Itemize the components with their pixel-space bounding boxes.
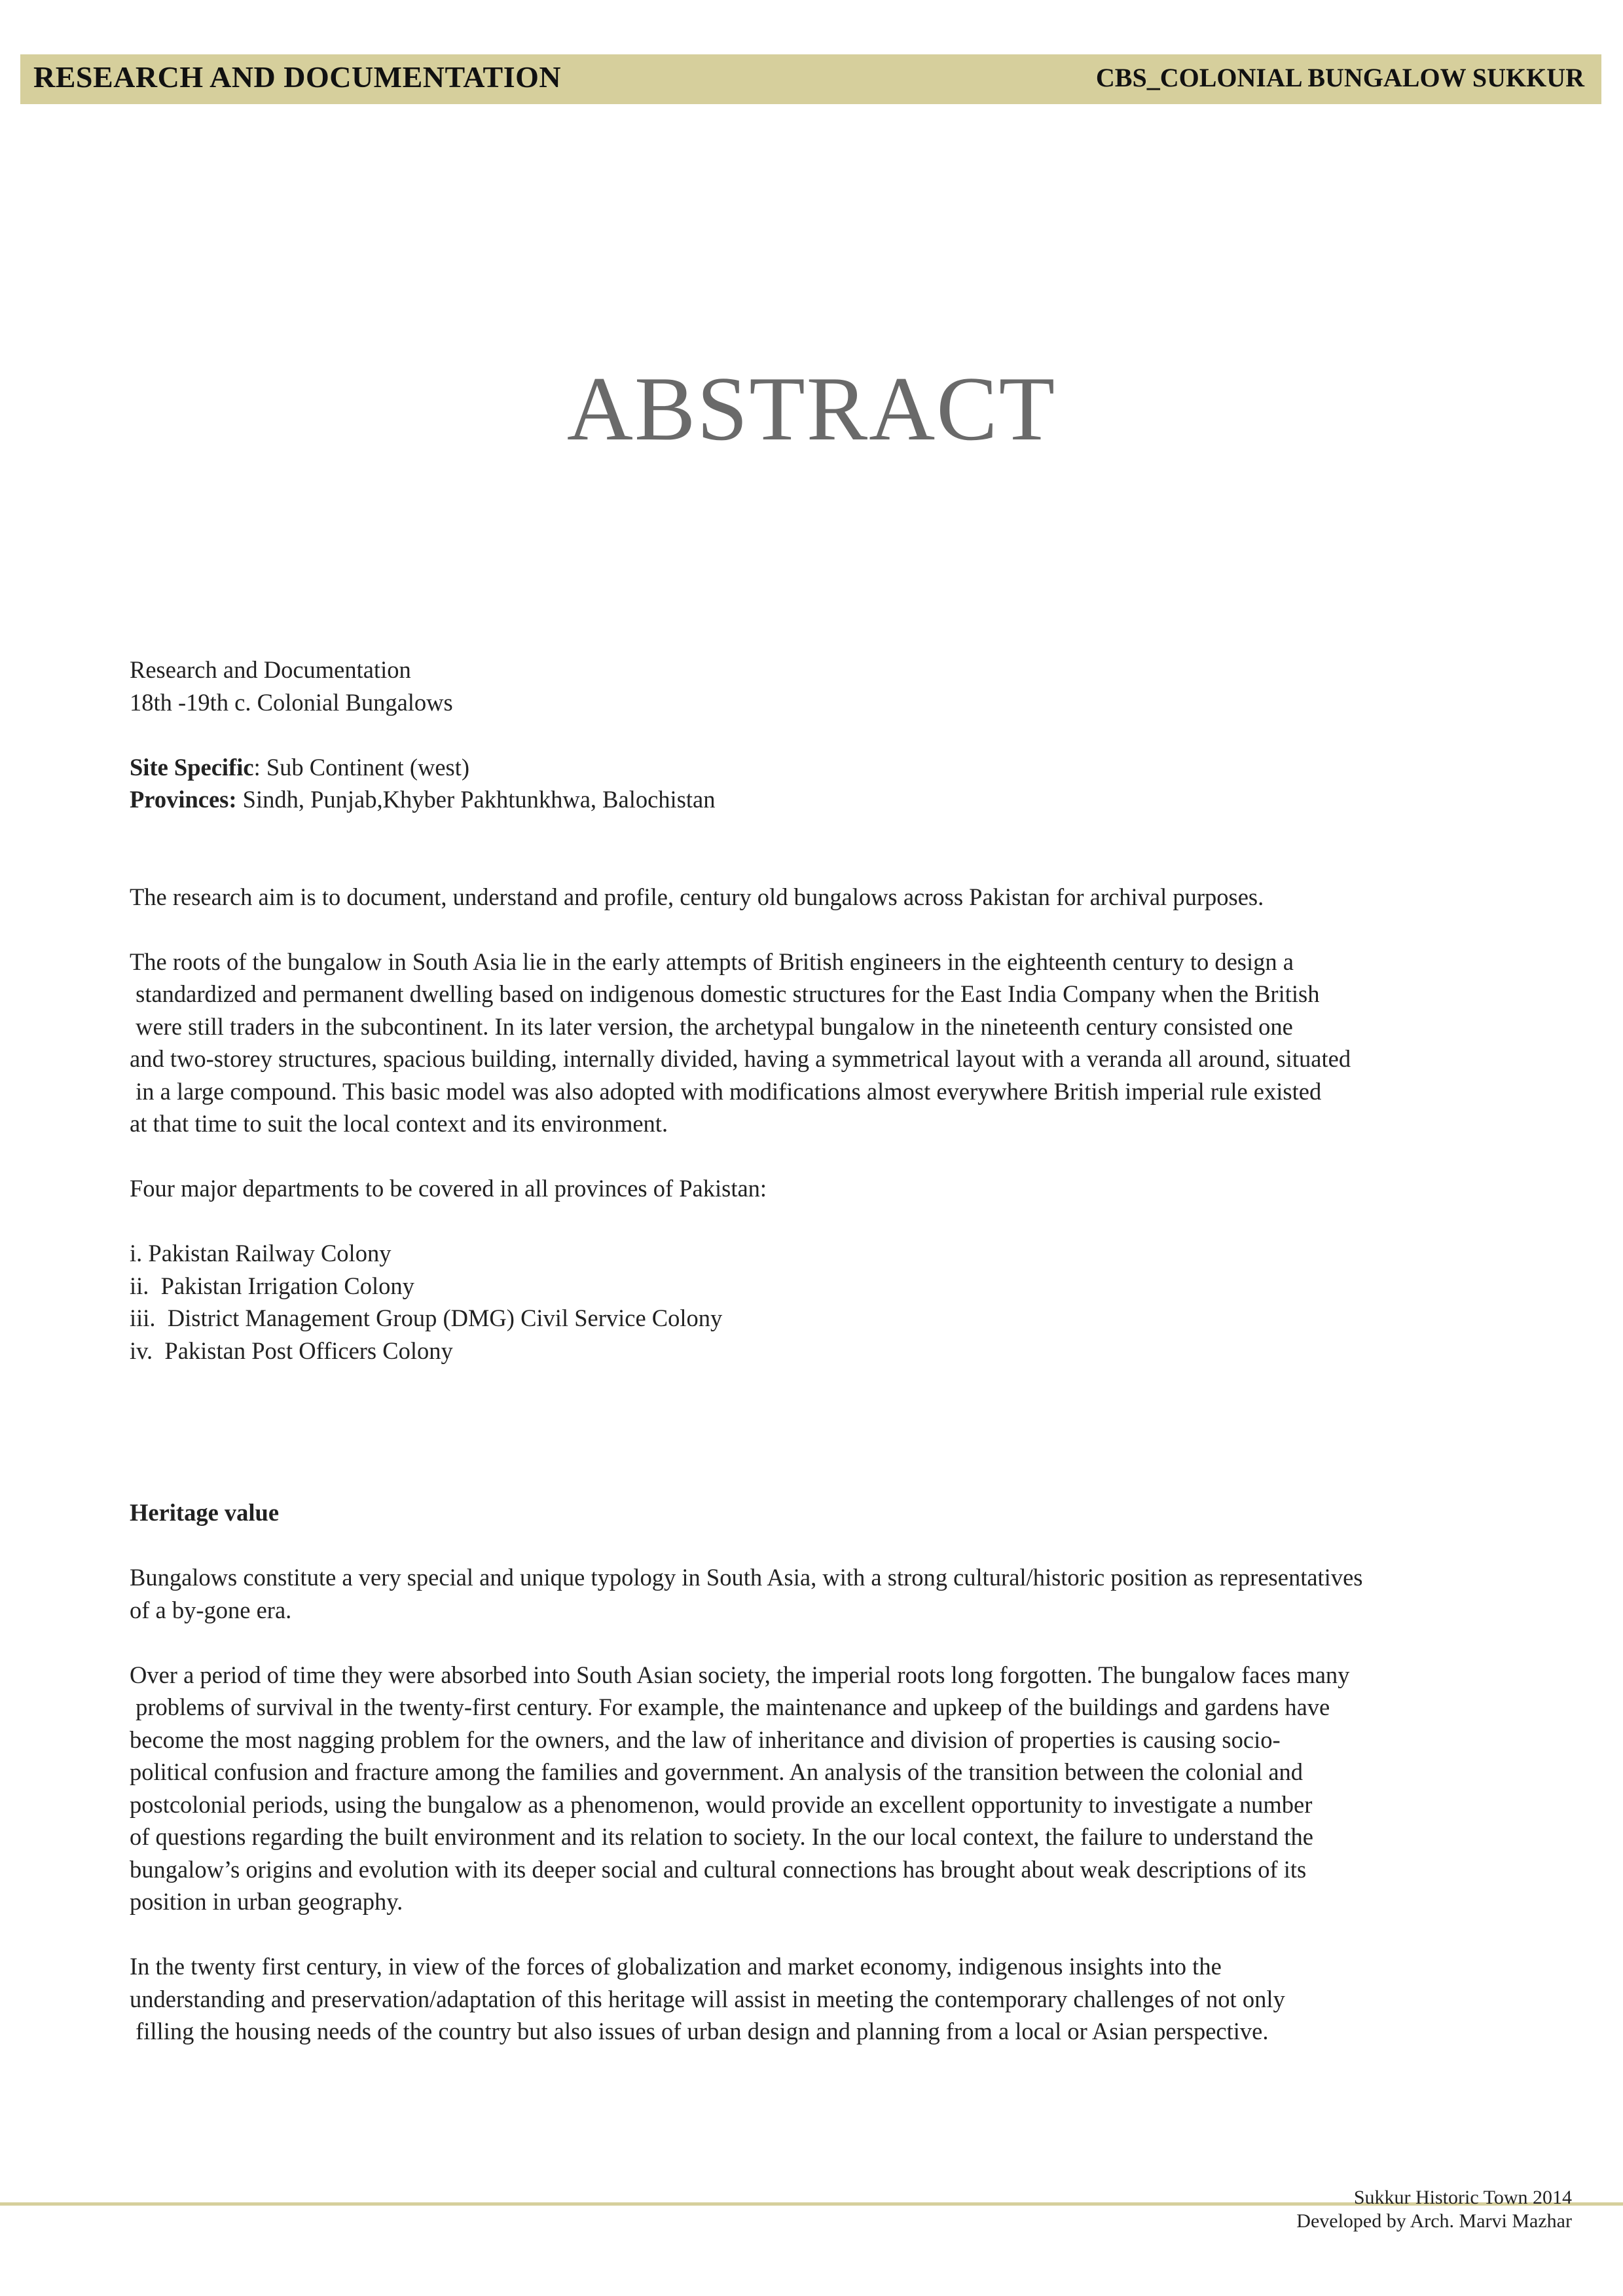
provinces-value: Sindh, Punjab,Khyber Pakhtunkhwa, Balochistan [236, 786, 716, 813]
site-specific-line [130, 751, 1504, 784]
paragraph-line: filling the housing needs of the country but also issues of urban design and planning from a local or Asian perspective. [130, 2018, 1269, 2045]
paragraph-line: Over a period of time they were absorbed into South Asian society, the imperial roots long forgotten. The bungalow faces many [130, 1661, 1350, 1688]
paragraph-line: postcolonial periods, using the bungalow as a phenomenon, would provide an excellent opportunity to investigate a number [130, 1790, 1313, 1818]
paragraph-line: political confusion and fracture among the families and government. An analysis of the transition between the colonial and [130, 1758, 1304, 1785]
paragraph-line: of a by-gone era. [130, 1596, 292, 1623]
footer [1296, 2186, 1572, 2233]
paragraph-line: understanding and preservation/adaptation of this heritage will assist in meeting the contemporary challenges of not only [130, 1985, 1285, 2012]
heritage-paragraph-1 [130, 1561, 1504, 1626]
paragraph-line: were still traders in the subcontinent. In its later version, the archetypal bungalow in the nineteenth century consisted one [130, 1012, 1293, 1040]
paragraph-line: Bungalows constitute a very special and unique typology in South Asia, with a strong cultural/historic position as representatives [130, 1564, 1363, 1591]
provinces-label: Provinces: [130, 786, 237, 813]
intro-line: Research and Documentation [130, 656, 411, 683]
paragraph-line: position in urban geography. [130, 1888, 403, 1915]
list-item: ii. Pakistan Irrigation Colony [130, 1272, 414, 1299]
paragraph-line: In the twenty first century, in view of the forces of globalization and market economy, indigenous insights into the [130, 1953, 1222, 1980]
roots-paragraph [130, 946, 1504, 1140]
footer-line-2: Developed by Arch. Marvi Mazhar [1296, 2210, 1572, 2232]
footer-line-1: Sukkur Historic Town 2014 [1353, 2187, 1572, 2208]
paragraph-line: and two-storey structures, spacious building, internally divided, having a symmetrical layout with a veranda all around, situated [130, 1045, 1351, 1072]
paragraph-line: become the most nagging problem for the owners, and the law of inheritance and division of properties is causing socio- [130, 1726, 1281, 1753]
header-right-title: CBS_COLONIAL BUNGALOW SUKKUR [1095, 63, 1584, 92]
site-specific-value: : Sub Continent (west) [253, 753, 470, 781]
site-specific-label: Site Specific [130, 753, 254, 781]
header-bar [20, 54, 1601, 104]
research-aim: The research aim is to document, understand and profile, century old bungalows across Pakistan for archival purposes. [130, 883, 1264, 910]
heritage-paragraph-2 [130, 1659, 1504, 1918]
intro-line: 18th -19th c. Colonial Bungalows [130, 688, 453, 716]
departments-intro: Four major departments to be covered in all provinces of Pakistan: [130, 1175, 767, 1202]
paragraph-line: The roots of the bungalow in South Asia lie in the early attempts of British engineers in the eighteenth century to design a [130, 948, 1294, 975]
departments-list [130, 1237, 1504, 1367]
heritage-heading: Heritage value [130, 1499, 280, 1526]
paragraph-line: standardized and permanent dwelling based on indigenous domestic structures for the East India Company when the British [130, 980, 1320, 1007]
page-title: ABSTRACT [566, 358, 1057, 460]
paragraph-line: problems of survival in the twenty-first century. For example, the maintenance and upkeep of the buildings and gardens have [130, 1694, 1330, 1720]
paragraph-line: at that time to suit the local context and its environment. [130, 1110, 668, 1137]
paragraph-line: bungalow’s origins and evolution with its deeper social and cultural connections has brought about weak descriptions of its [130, 1855, 1307, 1883]
heritage-paragraph-3 [130, 1950, 1504, 2048]
header-left-title: RESEARCH AND DOCUMENTATION [33, 60, 562, 94]
list-item: iii. District Management Group (DMG) Civil Service Colony [130, 1305, 723, 1331]
paragraph-line: of questions regarding the built environment and its relation to society. In the our local context, the failure to understand the [130, 1823, 1313, 1850]
provinces-line [130, 783, 1504, 816]
list-item: i. Pakistan Railway Colony [130, 1240, 392, 1267]
paragraph-line: in a large compound. This basic model was also adopted with modifications almost everywhere British imperial rule existed [130, 1077, 1322, 1105]
list-item: iv. Pakistan Post Officers Colony [130, 1337, 453, 1364]
document-body [130, 654, 1504, 2048]
